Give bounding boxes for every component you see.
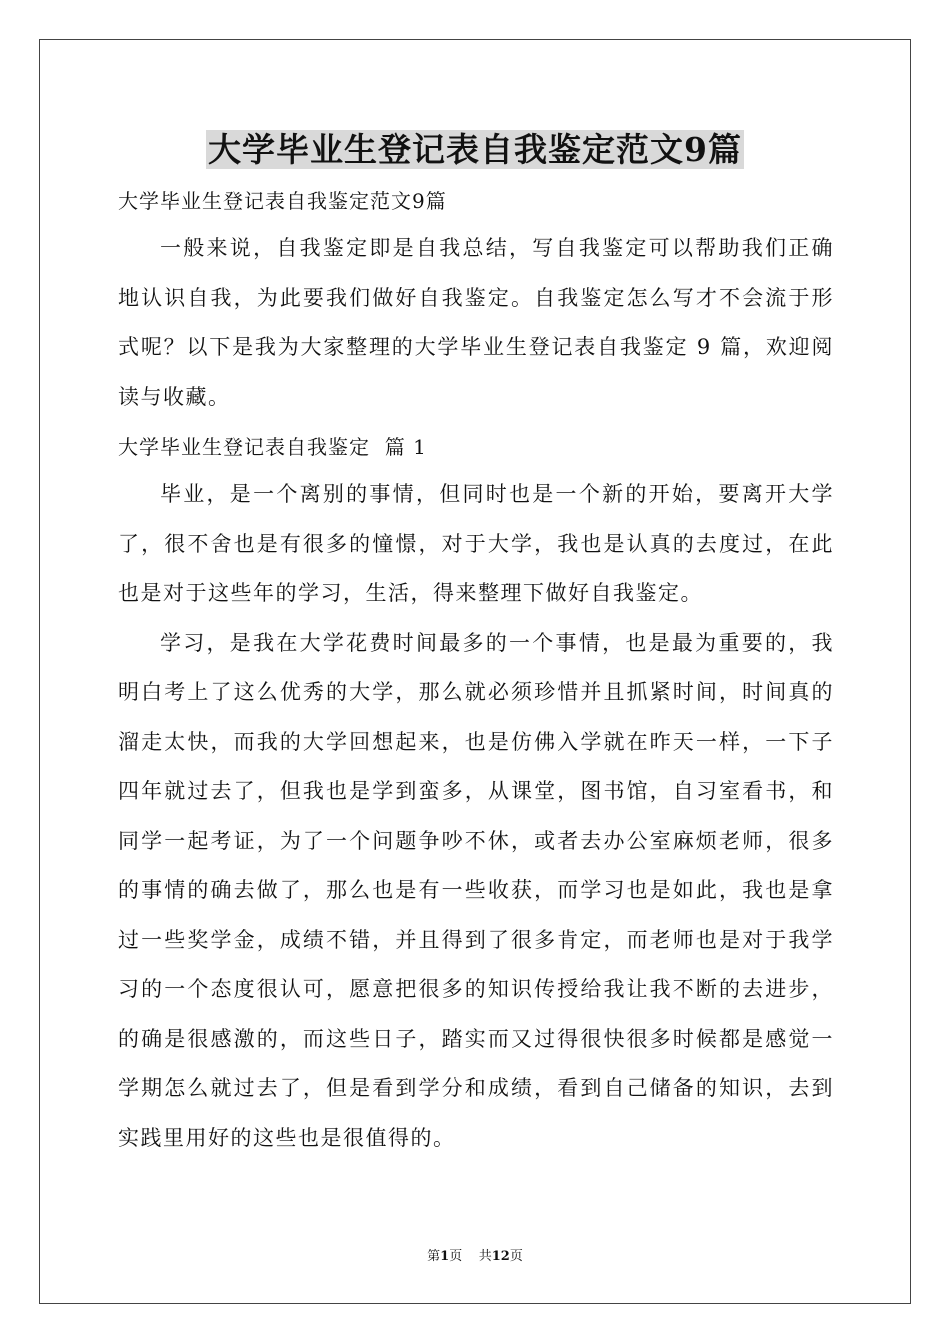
page-mid: 页 共 <box>449 1249 492 1264</box>
intro-paragraph: 一般来说，自我鉴定即是自我总结，写自我鉴定可以帮助我们正确地认识自我，为此要我们做好自我鉴定。自我鉴定怎么写才不会流于形式呢？以下是我为大家整理的大学毕业生登记表自我鉴定 9 篇，欢迎阅读与收藏。 <box>118 236 834 409</box>
page-suffix: 页 <box>509 1249 523 1264</box>
page-prefix: 第 <box>427 1249 441 1264</box>
body-paragraph: 学习，是我在大学花费时间最多的一个事情，也是最为重要的，我明白考上了这么优秀的大学，那么就必须珍惜并且抓紧时间，时间真的溜走太快，而我的大学回想起来，也是仿佛入学就在昨天一样，一下子四年就过去了，但我也是学到蛮多，从课堂，图书馆，自习室看书，和同学一起考证，为了一个问题争吵不休，或者去办公室麻烦老师，很多的事情的确去做了，那么也是有一些收获，而学习也是如此，我也是拿过一些奖学金，成绩不错，并且得到了很多肯定，而老师也是对于我学习的一个态度很认可，愿意把很多的知识传授给我让我不断的去进步，的确是很感激的，而这些日子，踏实而又过得很快很多时候都是感觉一学期怎么就过去了，但是看到学分和成绩，看到自己储备的知识，去到实践里用好的这些也是很值得的。 <box>118 630 834 1150</box>
page-current: 1 <box>440 1249 450 1264</box>
document-title-text: 大学毕业生登记表自我鉴定范文9篇 <box>208 130 742 169</box>
body-paragraph: 毕业，是一个离别的事情，但同时也是一个新的开始，要离开大学了，很不舍也是有很多的憧憬，对于大学，我也是认真的去度过，在此也是对于这些年的学习，生活，得来整理下做好自我鉴定。 <box>118 482 834 605</box>
document-title <box>0 122 950 178</box>
document-subtitle: 大学毕业生登记表自我鉴定范文9篇 <box>118 189 447 213</box>
page-total: 12 <box>491 1249 510 1264</box>
section-heading: 大学毕业生登记表自我鉴定 篇 1 <box>118 435 427 459</box>
document-body <box>118 178 834 1163</box>
page-footer <box>0 1247 950 1267</box>
